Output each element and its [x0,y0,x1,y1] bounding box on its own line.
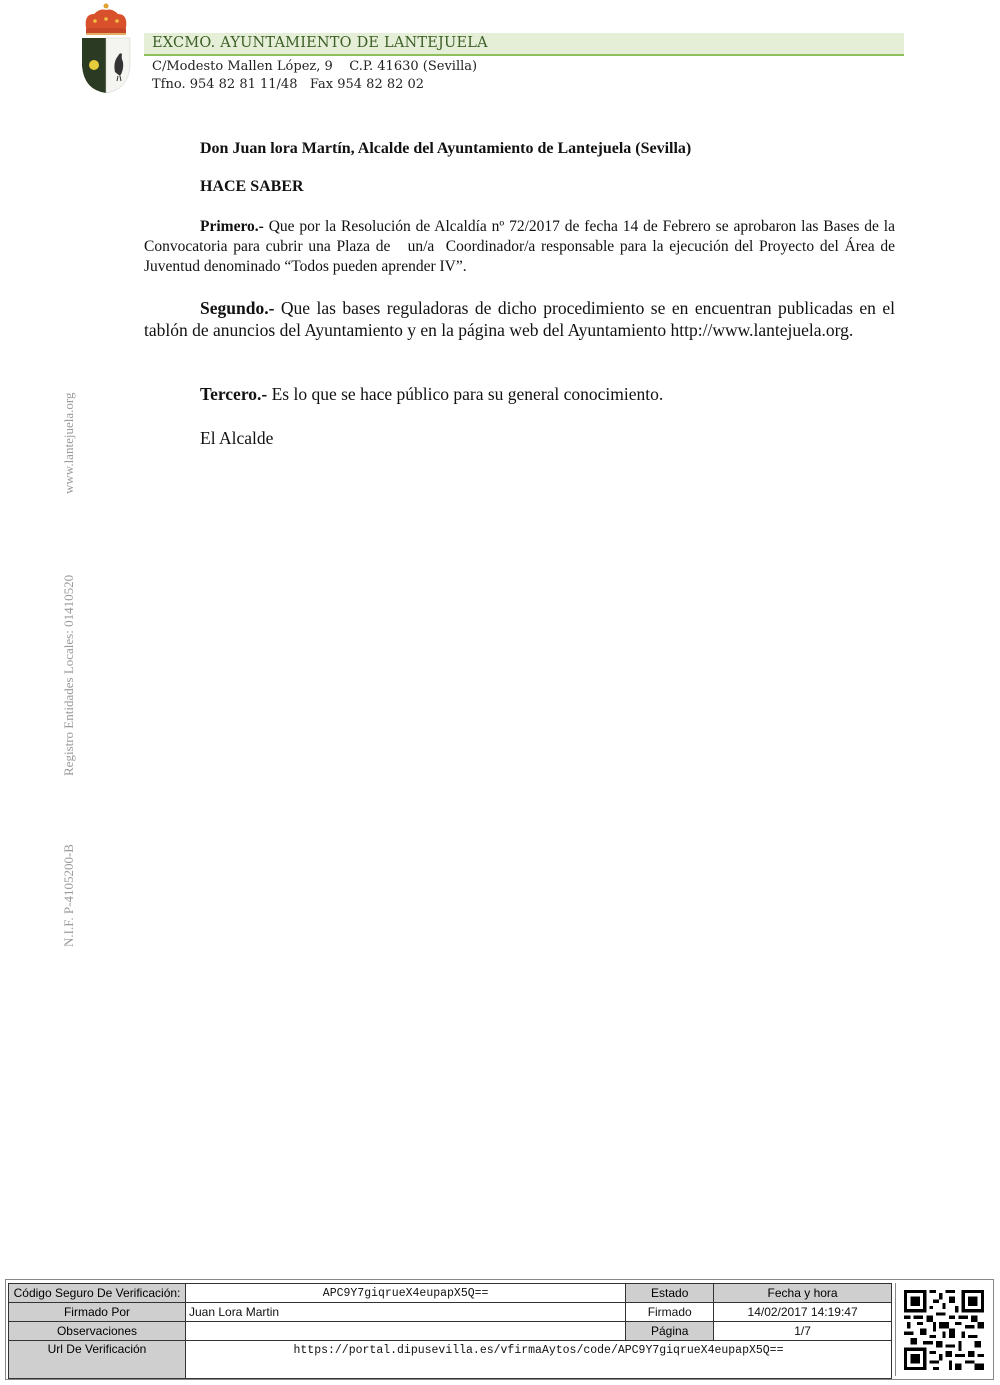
table-row [9,1341,892,1379]
status-label: Estado [626,1284,714,1303]
signature-line: El Alcalde [200,428,274,448]
tercero-label: Tercero.- [200,384,268,404]
header-address: C/Modesto Mallen López, 9 C.P. 41630 (Sevilla) [152,59,478,74]
segundo-label: Segundo.- [200,298,275,318]
datetime-value: 14/02/2017 14:19:47 [714,1303,892,1322]
primero-label: Primero.- [200,218,264,235]
table-row [9,1322,892,1341]
verification-table [8,1283,892,1379]
page-value: 1/7 [714,1322,892,1341]
status-value: Firmado [626,1303,714,1322]
tercero-text: Es lo que se hace público para su general conocimiento. [267,384,664,404]
paragraph-segundo [144,298,895,341]
coat-of-arms-icon [80,2,132,94]
side-registry: Registro Entidades Locales: 01410520 [61,574,76,776]
signed-by-value: Juan Lora Martin [185,1303,625,1322]
datetime-label: Fecha y hora [714,1284,892,1303]
header-title: EXCMO. AYUNTAMIENTO DE LANTEJUELA [152,35,488,51]
observations-label: Observaciones [9,1322,186,1341]
hace-saber-heading: HACE SABER [200,178,304,195]
page-label: Página [626,1322,714,1341]
qr-code-icon [904,1290,984,1370]
observations-value [185,1322,625,1341]
header-phone: Tfno. 954 82 81 11/48 Fax 954 82 82 02 [152,77,425,92]
paragraph-primero [144,217,899,277]
side-website: www.lantejuela.org [61,392,76,494]
primero-text: Que por la Resolución de Alcaldía nº 72/2017 de fecha 14 de Febrero se aprobaron las Bases de la Convocatoria para cubrir una Plaza de un/a Coordinador/a responsable para la ejecución del Proyecto del Área de Juventud denominado “Todos pueden aprender IV”. [144,218,899,275]
code-value: APC9Y7giqrueX4eupapX5Q== [185,1284,625,1303]
signed-by-label: Firmado Por [9,1303,186,1322]
url-label: Url De Verificación [9,1341,186,1379]
code-label: Código Seguro De Verificación: [9,1284,186,1303]
url-value[interactable]: https://portal.dipusevilla.es/vfirmaAytos/code/APC9Y7giqrueX4eupapX5Q== [185,1341,891,1379]
qr-container [895,1283,991,1376]
paragraph-tercero [200,384,663,405]
side-nif: N.I.F. P-4105200-B [61,844,76,947]
segundo-text: Que las bases reguladoras de dicho procedimiento se en encuentran publicadas en el tablón de anuncios del Ayuntamiento y en la página web del Ayuntamiento http://www.lantejuela.org. [144,298,895,340]
table-row [9,1284,892,1303]
intro-line: Don Juan lora Martín, Alcalde del Ayuntamiento de Lantejuela (Sevilla) [200,140,692,157]
table-row [9,1303,892,1322]
